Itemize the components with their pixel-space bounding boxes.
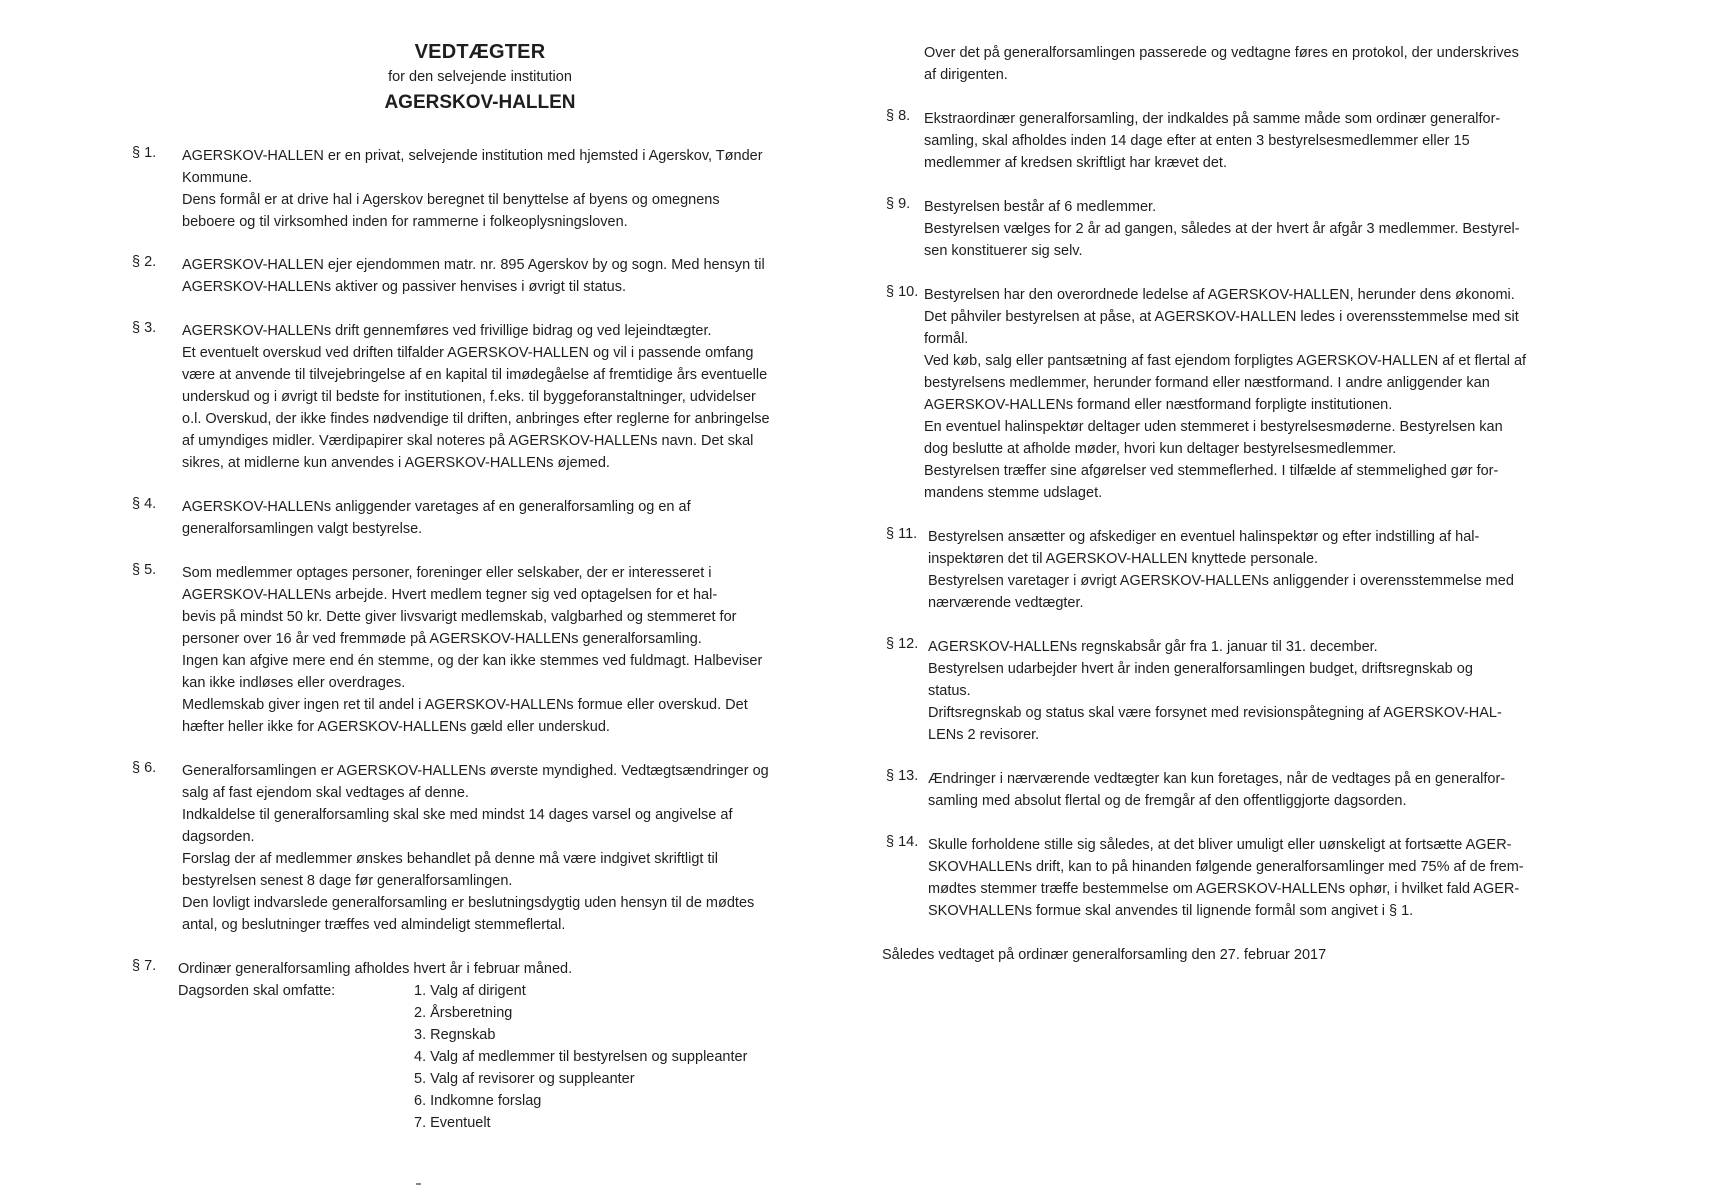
section-body — [928, 768, 1626, 812]
section-body — [924, 42, 1624, 86]
section-line: AGERSKOV-HALLENs regnskabsår går fra 1. januar til 31. december. — [928, 639, 1378, 655]
section-number: § 6. — [132, 760, 157, 776]
section-line: dog beslutte at afholde møder, hvori kun deltager bestyrelsesmedlemmer. — [924, 441, 1397, 457]
section-line: AGERSKOV-HALLENs drift gennemføres ved frivillige bidrag og ved lejeindtægter. — [182, 323, 712, 339]
section-line: SKOVHALLENs drift, kan to på hinanden følgende generalforsamlinger med 75% af de frem- — [928, 859, 1524, 875]
section-line: LENs 2 revisorer. — [928, 727, 1040, 743]
agenda-item: 7. Eventuelt — [414, 1115, 491, 1131]
section-number: § 11. — [886, 526, 918, 542]
section-number: § 2. — [132, 254, 157, 270]
agenda-item: 4. Valg af medlemmer til bestyrelsen og suppleanter — [414, 1049, 748, 1065]
section-3 — [132, 320, 832, 474]
section-number: § 10. — [886, 284, 919, 300]
section-line: inspektøren det til AGERSKOV-HALLEN knyttede personale. — [928, 551, 1319, 567]
section-number: § 3. — [132, 320, 157, 336]
scan-mark — [416, 1183, 421, 1185]
section-line: o.l. Overskud, der ikke findes nødvendige til driften, anbringes efter reglerne for anbringelse — [182, 411, 770, 427]
section-line: Bestyrelsen vælges for 2 år ad gangen, således at der hvert år afgår 3 medlemmer. Bestyrel- — [924, 221, 1520, 237]
section-body — [182, 145, 832, 233]
section-body — [928, 834, 1626, 922]
section-line: mødtes stemmer træffe bestemmelse om AGERSKOV-HALLENs ophør, i hvilket fald AGER- — [928, 881, 1520, 897]
section-line: bevis på mindst 50 kr. Dette giver livsvarigt medlemskab, valgbarhed og stemmeret for — [182, 609, 737, 625]
section-2 — [132, 254, 832, 298]
section-line: Bestyrelsen har den overordnede ledelse af AGERSKOV-HALLEN, herunder dens økonomi. — [924, 287, 1515, 303]
section-line: Ingen kan afgive mere end én stemme, og der kan ikke stemmes ved fuldmagt. Halbeviser — [182, 653, 763, 669]
section-line: bestyrelsens medlemmer, herunder formand eller næstformand. I andre anliggender kan — [924, 375, 1490, 391]
section-5 — [132, 562, 832, 738]
section-11 — [886, 526, 1626, 614]
section-line: Ændringer i nærværende vedtægter kan kun foretages, når de vedtages på en generalfor- — [928, 771, 1506, 787]
section-line: Driftsregnskab og status skal være forsynet med revisionspåtegning af AGERSKOV-HAL- — [928, 705, 1502, 721]
section-9 — [886, 196, 1626, 262]
section-13 — [886, 768, 1626, 812]
section-line: Ved køb, salg eller pantsætning af fast ejendom forpligtes AGERSKOV-HALLEN af et flertal af — [924, 353, 1527, 369]
section-12 — [886, 636, 1626, 746]
section-body — [928, 636, 1626, 746]
section-body — [182, 496, 832, 540]
agenda-item: 5. Valg af revisorer og suppleanter — [414, 1071, 635, 1087]
section-line: Ekstraordinær generalforsamling, der indkaldes på samme måde som ordinær generalfor- — [924, 111, 1501, 127]
adoption-statement: Således vedtaget på ordinær generalforsamling den 27. februar 2017 — [882, 947, 1327, 963]
section-line: Generalforsamlingen er AGERSKOV-HALLENs øverste myndighed. Vedtægtsændringer og — [182, 763, 769, 779]
section-line: Medlemskab giver ingen ret til andel i AGERSKOV-HALLENs formue eller overskud. Det — [182, 697, 748, 713]
section-line: AGERSKOV-HALLENs anliggender varetages af en generalforsamling og en af — [182, 499, 691, 515]
section-body — [178, 958, 832, 980]
section-number: § 5. — [132, 562, 157, 578]
section-1 — [132, 145, 832, 233]
section-line: hæfter heller ikke for AGERSKOV-HALLENs gæld eller underskud. — [182, 719, 610, 735]
section-line: sen konstituerer sig selv. — [924, 243, 1083, 259]
section-line: Dens formål er at drive hal i Agerskov beregnet til benyttelse af byens og omegnens — [182, 192, 720, 208]
agenda-item: 3. Regnskab — [414, 1027, 496, 1043]
agenda-block — [178, 980, 747, 1134]
section-line: salg af fast ejendom skal vedtages af denne. — [182, 785, 469, 801]
section-line: bestyrelsen senest 8 dage før generalforsamlingen. — [182, 873, 513, 889]
section-line: Forslag der af medlemmer ønskes behandlet på denne må være indgivet skriftligt til — [182, 851, 718, 867]
section-line: kan ikke indløses eller overdrages. — [182, 675, 406, 691]
section-line: Bestyrelsen træffer sine afgørelser ved stemmeflerhed. I tilfælde af stemmelighed gør for- — [924, 463, 1499, 479]
section-body — [924, 108, 1626, 174]
section-number: § 1. — [132, 145, 157, 161]
section-body — [182, 760, 832, 936]
section-number: § 8. — [886, 108, 911, 124]
section-line: være at anvende til tilvejebringelse af en kapital til imødegåelse af fremtidige års eventuelle — [182, 367, 768, 383]
section-line: Bestyrelsen udarbejder hvert år inden generalforsamlingen budget, driftsregnskab og — [928, 661, 1473, 677]
section-line: AGERSKOV-HALLENs arbejde. Hvert medlem tegner sig ved optagelsen for et hal- — [182, 587, 718, 603]
section-4 — [132, 496, 832, 540]
section-8 — [886, 108, 1626, 174]
section-number: § 7. — [132, 958, 157, 974]
section-line: underskud og i øvrigt til bedste for institutionen, f.eks. til byggeforanstaltninger, udvidelser — [182, 389, 756, 405]
agenda-item: 1. Valg af dirigent — [414, 983, 526, 999]
section-line: Ordinær generalforsamling afholdes hvert år i februar måned. — [178, 961, 573, 977]
section-line: status. — [928, 683, 971, 699]
section-line: AGERSKOV-HALLEN ejer ejendommen matr. nr. 895 Agerskov by og sogn. Med hensyn til — [182, 257, 765, 273]
section-number: § 4. — [132, 496, 157, 512]
section-body — [928, 526, 1626, 614]
section-line: Den lovligt indvarslede generalforsamling er beslutningsdygtig uden hensyn til de mødtes — [182, 895, 755, 911]
section-line: formål. — [924, 331, 969, 347]
institution-name: AGERSKOV-HALLEN — [384, 92, 576, 113]
section-number: § 12. — [886, 636, 919, 652]
section-number: § 13. — [886, 768, 919, 784]
section-line: nærværende vedtægter. — [928, 595, 1084, 611]
section-10 — [886, 284, 1626, 504]
section-body — [924, 196, 1626, 262]
section-line: af umyndiges midler. Værdipapirer skal noteres på AGERSKOV-HALLENs navn. Det skal — [182, 433, 754, 449]
section-7 — [132, 958, 832, 980]
section-line: mandens stemme udslaget. — [924, 485, 1103, 501]
section-line: Som medlemmer optages personer, foreninger eller selskaber, der er interesseret i — [182, 565, 712, 581]
agenda-label: Dagsorden skal omfatte: — [178, 983, 336, 999]
section-line: Indkaldelse til generalforsamling skal ske med mindst 14 dages varsel og angivelse af — [182, 807, 733, 823]
section-line: AGERSKOV-HALLENs aktiver og passiver henvises i øvrigt til status. — [182, 279, 627, 295]
section-line: Over det på generalforsamlingen passerede og vedtagne føres en protokol, der underskrives — [924, 45, 1519, 61]
section-line: antal, og beslutninger træffes ved almindeligt stemmeflertal. — [182, 917, 566, 933]
section-line: Bestyrelsen består af 6 medlemmer. — [924, 199, 1157, 215]
section-number: § 14. — [886, 834, 919, 850]
document-title: VEDTÆGTER — [414, 41, 546, 63]
section-6 — [132, 760, 832, 936]
section-line: sikres, at midlerne kun anvendes i AGERSKOV-HALLENs øjemed. — [182, 455, 610, 471]
agenda-item: 6. Indkomne forslag — [414, 1093, 542, 1109]
section-14 — [886, 834, 1626, 922]
section-7-continued — [924, 42, 1624, 86]
section-line: Bestyrelsen ansætter og afskediger en eventuel halinspektør og efter indstilling af hal- — [928, 529, 1480, 545]
section-line: personer over 16 år ved fremmøde på AGERSKOV-HALLENs generalforsamling. — [182, 631, 702, 647]
section-line: AGERSKOV-HALLENs formand eller næstformand forpligte institutionen. — [924, 397, 1393, 413]
document-header — [130, 38, 830, 118]
section-number: § 9. — [886, 196, 911, 212]
section-body — [182, 254, 832, 298]
section-line: dagsorden. — [182, 829, 255, 845]
section-body — [924, 284, 1626, 504]
section-body — [182, 562, 832, 738]
section-line: Skulle forholdene stille sig således, at det bliver umuligt eller uønskeligt at fortsætte AGER- — [928, 837, 1512, 853]
section-line: Et eventuelt overskud ved driften tilfalder AGERSKOV-HALLEN og vil i passende omfang — [182, 345, 754, 361]
section-line: En eventuel halinspektør deltager uden stemmeret i bestyrelsesmøderne. Bestyrelsen kan — [924, 419, 1503, 435]
section-line: Bestyrelsen varetager i øvrigt AGERSKOV-HALLENs anliggender i overensstemmelse med — [928, 573, 1514, 589]
section-line: af dirigenten. — [924, 67, 1008, 83]
section-line: SKOVHALLENs formue skal anvendes til lignende formål som angivet i § 1. — [928, 903, 1414, 919]
section-line: beboere og til virksomhed inden for rammerne i folkeoplysningsloven. — [182, 214, 628, 230]
document-subtitle: for den selvejende institution — [388, 69, 572, 85]
section-line: Det påhviler bestyrelsen at påse, at AGERSKOV-HALLEN ledes i overensstemmelse med sit — [924, 309, 1519, 325]
section-line: samling med absolut flertal og de fremgår af den offentliggjorte dagsorden. — [928, 793, 1407, 809]
section-line: medlemmer af kredsen skriftligt har krævet det. — [924, 155, 1227, 171]
section-line: samling, skal afholdes inden 14 dage efter at enten 3 bestyrelsesmedlemmer eller 15 — [924, 133, 1470, 149]
section-line: AGERSKOV-HALLEN er en privat, selvejende institution med hjemsted i Agerskov, Tønder — [182, 148, 763, 164]
section-body — [182, 320, 832, 474]
agenda-list — [414, 980, 747, 1134]
section-line: Kommune. — [182, 170, 253, 186]
agenda-item: 2. Årsberetning — [414, 1005, 513, 1021]
section-line: generalforsamlingen valgt bestyrelse. — [182, 521, 423, 537]
